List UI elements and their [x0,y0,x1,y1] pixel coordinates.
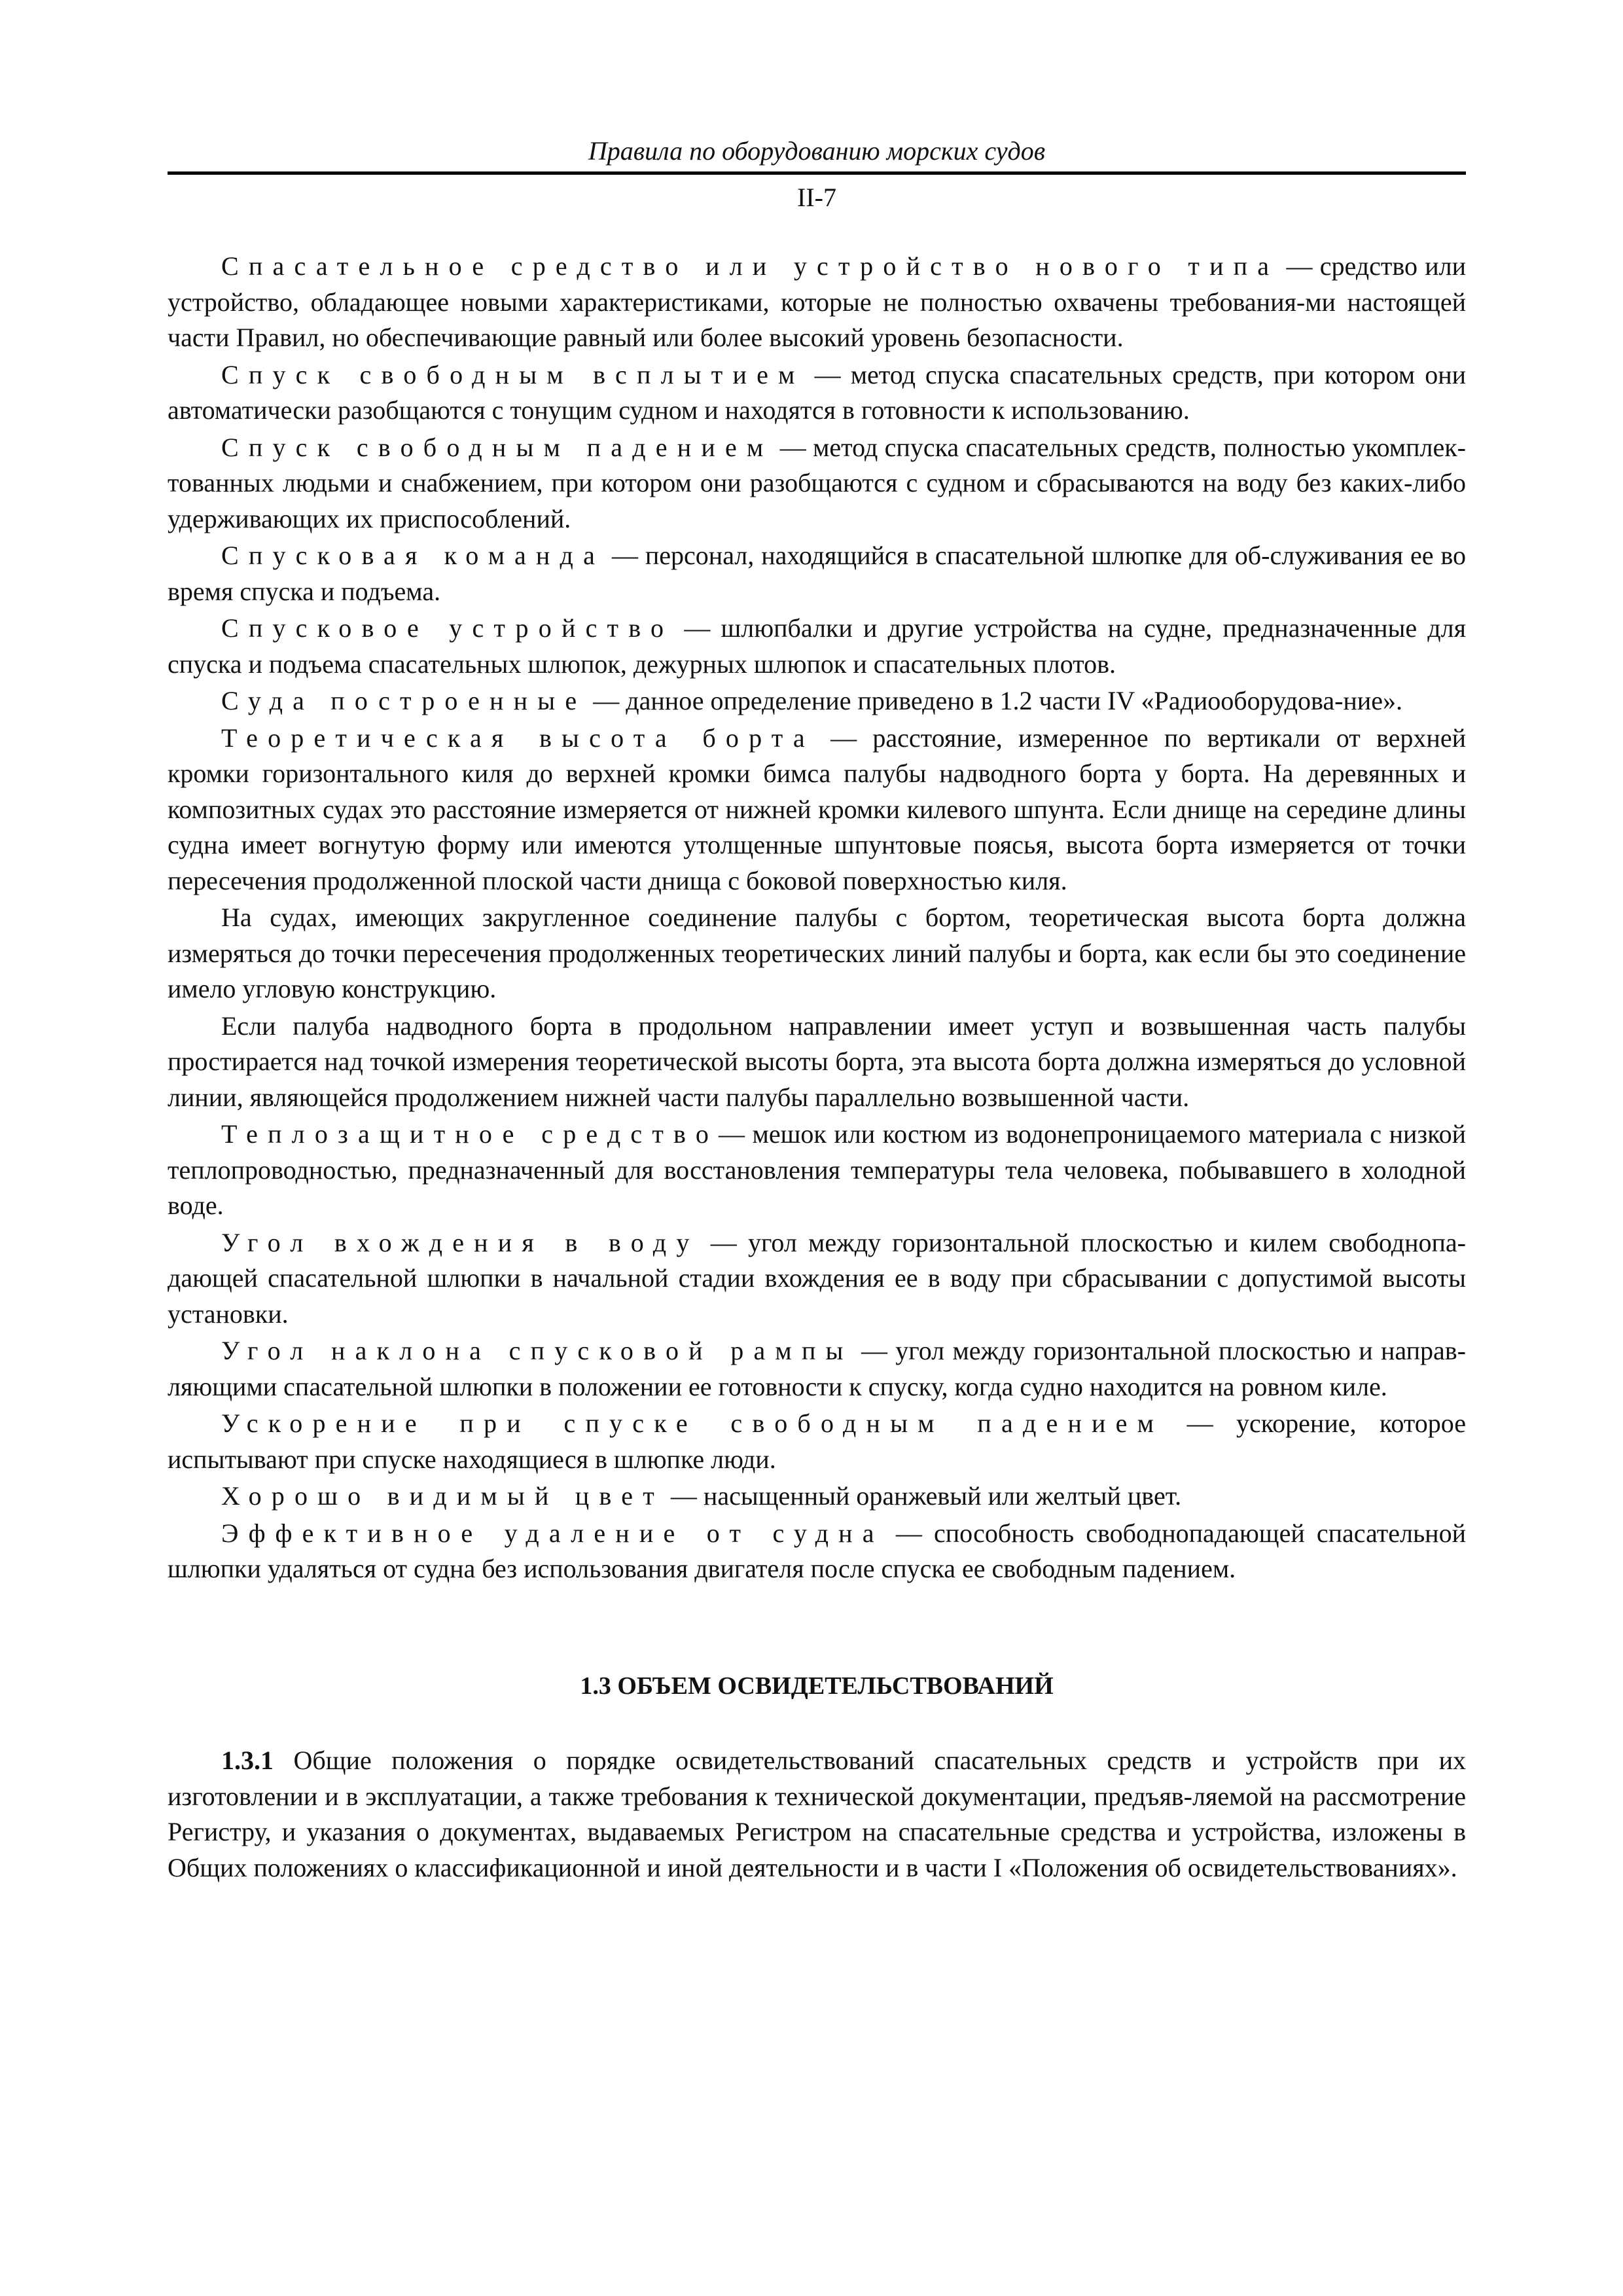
definition-text: — шлюпбалки и другие устройства на судне, предназначенные для спуска и подъема спасательных шлюпок, дежурных шлюпок и спасательных плотов. [168,613,1466,679]
definition-paragraph [168,1406,1466,1477]
definition-paragraph [168,430,1466,537]
definition-text: — угол между горизонтальной плоскостью и килем свободнопа-дающей спасательной шлюпки в начальной стадии вхождения ее в воду при сбрасывании с допустимой высоты установки. [168,1227,1467,1329]
definition-term: Угол наклона спусковой рампы [221,1336,853,1365]
body-paragraph: На судах, имеющих закругленное соединение палубы с бортом, теоретическая высота борта должна измеряться до точки пересечения продолженных теоретических линий палубы и борта, как если бы это соединение имело угловую конструкцию. [168,903,1466,1003]
definition-term: Теплозащитное средство [221,1119,719,1149]
paragraph-number: 1.3.1 [221,1746,274,1775]
definition-paragraph [168,538,1466,609]
running-title: Правила по оборудованию морских судов [588,136,1046,166]
definition-paragraph [168,683,1466,719]
definition-term: Ускорение при спуске свободным падением [221,1408,1164,1438]
definition-term: Теоретическая высота борта [221,723,815,753]
section-paragraph [168,1743,1466,1886]
definition-paragraph [168,1516,1466,1587]
definition-text: — данное определение приведено в 1.2 части IV «Радиооборудова-ние». [586,686,1402,715]
definition-term: Спусковая команда [221,541,605,570]
definition-paragraph [168,1479,1466,1515]
definition-term: Угол вхождения в воду [221,1227,700,1257]
definition-term: Спуск свободным всплытием [221,359,805,389]
definition-text: — расстояние, измеренное по вертикали от верхней кромки горизонтального киля до верхней кромки бимса палубы надводного борта у борта. На деревянных и композитных судах это расстояние измеряется от нижней кромки килевого шпунта. Если днище на середине длины судна имеет вогнутую форму или имеются утолщенные шпунтовые поясья, высота борта измеряется от точки пересечения продолженной плоской части днища с боковой поверхностью киля. [168,723,1466,895]
definition-term: Эффективное удаление от судна [221,1518,884,1548]
definition-paragraph [168,721,1466,899]
definition-term: Суда построенные [221,686,587,715]
definition-text: — способность свободнопадающей спасательной шлюпки удаляться от судна без использования двигателя после спуска ее свободным падением. [168,1518,1466,1583]
definition-text: — средство или устройство, обладающее новыми характеристиками, которые не полностью охвачены требования-ми настоящей части Правил, но обеспечивающие равный или более высокий уровень безопасности. [168,251,1466,352]
definition-paragraph [168,357,1466,429]
paragraph-text: Общие положения о порядке освидетельствований спасательных средств и устройств при их изготовлении и в эксплуатации, а также требования к технической документации, предъяв-ляемой на рассмотрение Регистру, и указания о документах, выдаваемых Регистром на спасательные средства и устройства, изложены в Общих положениях о классификационной и иной деятельности и в части I «Положения об освидетельствованиях». [168,1746,1466,1882]
page-header [168,134,1466,215]
definition-term: Спасательное средство или устройство нового типа [221,251,1279,281]
definition-paragraph [168,1333,1466,1405]
section-heading: 1.3 ОБЪЕМ ОСВИДЕТЕЛЬСТВОВАНИЙ [580,1672,1054,1700]
body-paragraph: Если палуба надводного борта в продольном направлении имеет уступ и возвышенная часть палубы простирается над точкой измерения теоретической высоты борта, эта высота борта должна измеряться до условной линии, являющейся продолжением нижней части палубы параллельно возвышенной части. [168,1011,1466,1112]
definition-term: Хорошо видимый цвет [221,1481,664,1511]
definition-text: — метод спуска спасательных средств, полностью укомплек-тованных людьми и снабжением, при котором они разобщаются с судном и сбрасываются на воду без каких-либо удерживающих их приспособлений. [168,432,1466,533]
definition-paragraph [168,611,1466,682]
definition-paragraph [168,1225,1466,1333]
document-body [168,249,1466,1887]
definition-paragraph [168,1117,1466,1224]
definition-text: — метод спуска спасательных средств, при котором они автоматически разобщаются с тонущим судном и находятся в готовности к использованию. [168,359,1467,425]
page-number: II-7 [797,183,836,212]
header-rule [168,171,1466,175]
definition-term: Спусковое устройство [221,613,674,643]
definition-text: — мешок или костюм из водонепроницаемого материала с низкой теплопроводностью, предназначенный для восстановления температуры тела человека, побывавшего в холодной воде. [168,1119,1466,1220]
definition-text: — насыщенный оранжевый или желтый цвет. [664,1481,1182,1511]
definition-text: — персонал, находящийся в спасательной шлюпке для об-служивания ее во время спуска и подъема. [168,541,1466,606]
definition-term: Спуск свободным падением [221,432,774,462]
definition-text: — угол между горизонтальной плоскостью и направ-ляющими спасательной шлюпки в положении ее готовности к спуску, когда судно находится на ровном киле. [168,1336,1466,1401]
definition-paragraph [168,249,1466,356]
definition-text: — ускорение, которое испытывают при спуске находящиеся в шлюпке люди. [168,1408,1467,1474]
